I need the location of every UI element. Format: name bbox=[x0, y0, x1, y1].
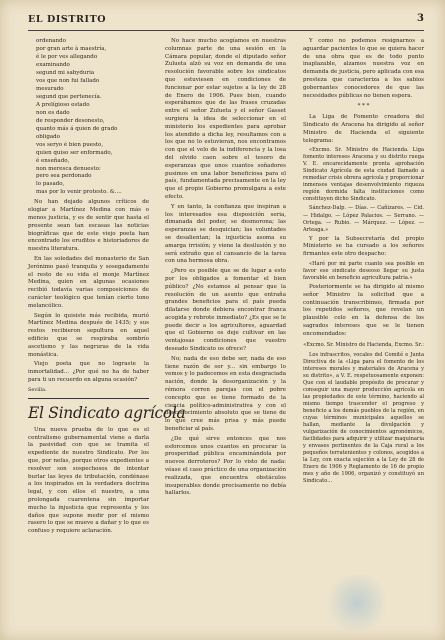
article-paragraph: Según lo quisiste más recibida, murió Martínez Medina después de 1435; y sus restos recibieron sepultura en aquel edificio que se respiraba sombrío ascetismo y las negruras de la vida monástica. bbox=[28, 312, 149, 358]
verse-line: vos que non fui fallado bbox=[36, 77, 100, 84]
ink-stain bbox=[322, 575, 392, 630]
telegram-signatories: Sánchez-Dalp. — Días. — Cañizares. — Cid. — Hidalgo. — López Palacios. — Serrano. — Ortega. — Rubio. — Márquez. — López. — Arteaga.» bbox=[303, 205, 424, 233]
column-2 bbox=[165, 38, 286, 500]
verse-line: por gran arte à maestría, bbox=[36, 45, 107, 52]
verse-line: A prelígioso estado bbox=[36, 101, 90, 108]
article-paragraph: La Liga de Fomento creadora del Sindicato de Aracena ha dirigido al señor Ministro de Hacienda el siguiente telegrama: bbox=[303, 114, 424, 144]
verse-line: segund mi sabyduria bbox=[36, 69, 95, 76]
verse-line: é le por ves allegando bbox=[36, 53, 98, 60]
section-stars: * * * bbox=[357, 103, 370, 110]
telegram-block bbox=[303, 147, 424, 233]
dispatch-block bbox=[303, 261, 424, 282]
verse-line: ordenando bbox=[36, 38, 66, 44]
article-paragraph: ¿De qué sirve entonces que nos esforcemos unos cuantos en procurar la prosperidad pública encaminándola por nuevos derroteros? Por lo visto de nada: véase el caso práctico de una organización realizada, que encuentra obstáculos insuperables donde precisamente no debía hallarlos. bbox=[165, 435, 286, 497]
verse-line: examinando bbox=[36, 61, 70, 68]
petition-block bbox=[303, 342, 424, 485]
verse-line: quanto más á quien de grado bbox=[36, 125, 118, 132]
article-paragraph: Y como no podemos resignarnos a aguardar pacientes lo que se quiera hacer de una obra que es de todo punto inaplazable, alzamos nuestra voz en demanda de justicia, pero aplicada con esa presteza que caracteriza a los sabios gobernantes conocedores de que las necesidades públicas no tienen espera. bbox=[303, 38, 424, 99]
dispatch-text: «Haré por mi parte cuanto sea posible en favor ese sindicato deseoso llegar su justa favorable en beneficio agricultura patria.» bbox=[303, 260, 424, 281]
article-paragraph: En las soledades del monasterio de San Jerónimo pasó tranquila y sosegadamente el resto de su vida el monje Martínez Medina, quien en algunas ocasiones recibió todavía varias composiciones de carácter teológico que tenían cierto tono melancólico. bbox=[28, 255, 149, 309]
verse-line: mesurado bbox=[36, 85, 64, 92]
verse-line: segund que pertenecía. bbox=[36, 93, 102, 100]
verse-line: lo pasado, bbox=[36, 181, 65, 188]
article-paragraph: No han dejado algunos críticos de elogiar a Martínez Medina con más o menos justicia, y es de sentir que hasta el presente sean tan escasas las noticias biográficas que de este viejo poeta han encontrado los eruditos e historiadores de nuestra literatura. bbox=[28, 199, 149, 253]
article-signature: Sevilla. bbox=[28, 386, 47, 393]
verse-line: non es dado bbox=[36, 109, 70, 116]
article-paragraph: No; nada de eso debe ser, nada de eso tiene razón de ser y... sin embargo lo vemos y lo padecemos en esta desgraciada nación, donde la desorganización y la rémora corren parejas con el pobre concepto que se tiene formado de la ciencia político-administrativa y con el desconocimiento absoluto que se tiene de lo que cree más prisa y más puede beneficiar al país. bbox=[165, 355, 286, 433]
verse-line: non meresca denuesto: bbox=[36, 165, 101, 172]
section-divider bbox=[28, 398, 149, 399]
article-paragraph: Una nueva prueba de lo que es el centralismo gubernamental viene a darla la pasividad con que se tramita el expediente de nuestro Sindicato. Por los que, por nefas, porque otros expedientes a resolver son sospechosos de intentar burlar las leyes de tributación, condénase a los inspirados en la verdadera doctrina legal, y con ellos el nuestro, a una prolongada cuarentena sin importar mucho la injusticia que representa y los daños que supone medir por el mismo rasero lo que se mueve a dañar y lo que es confuso y requiere aclaración. bbox=[28, 426, 149, 535]
section-heading: El Sindicato agrícola bbox=[28, 403, 186, 422]
article-paragraph: Viejo poeta que no lograste la inmortalidad... ¿Por qué no ha de haber para ti un recuerdo en alguna ocasión? bbox=[28, 361, 149, 383]
verse-line: de responder desonesto, bbox=[36, 117, 105, 124]
publication-title: EL DISTRITO bbox=[28, 14, 107, 25]
column-3 bbox=[303, 38, 424, 487]
article-paragraph: Y en tanto, la confianza que inspiran a los interesados esa disposición seria, dimanada del poder, se desmorona; las esperanzas se desquician; las voluntades se desalientan; la injusticia asoma su amarga irrisión; y viene la desilusión y no será extraño que el cansancio de la tarea con una hermosa obra. bbox=[165, 203, 286, 265]
telegram-text: «Excmo. Sr. Ministro de Hacienda. Liga fomento intereses Aracena y su distrito ruega V. E. encarecidamente pronta aprobación Sindicato Agrícola de esta ciudad llamado a remediar crisis obrera agrícola y proporcionar inmensos ventajas desenvolvimiento riqueza región dormida falta instituciones como constituyen dicho Sindicato. bbox=[303, 147, 424, 203]
column-1 bbox=[28, 38, 186, 538]
verse-line: é enseñado, bbox=[36, 157, 70, 164]
verse-line: pero sea perdonado bbox=[36, 173, 92, 180]
verse-line: mas por lo venir protesto. &.... bbox=[36, 189, 122, 196]
article-paragraph: Posteriormente se ha dirigido al mismo señor Ministro la solicitud que a continuación transcribimos, firmada por los repetidos señores, que revelan un plausible celo en la defensa de los sagrados intereses que se le tienen encomendados: bbox=[303, 283, 424, 337]
page-header bbox=[28, 12, 424, 31]
poem-verse bbox=[36, 38, 149, 197]
page-number: 3 bbox=[417, 13, 424, 24]
article-paragraph: No hace mucho acogíamos en nuestras columnas parte de una sesión en la Cámara popular, donde el diputado señor Zulueta alzó su voz en demanda de una resolución favorable sobre los sindicatos que estuviesen en condiciones de funcionar por estar sujetos a la ley de 28 de Enero de 1906. Pues bien, cuando esperábamos que de las frases cruzadas entre el señor Zulueta y el señor Gasset surgiera la idea de seleccionar en el ministerio los expedientes para aprobar los atendido a dicha ley, resultamos con a los que no lo estuvieran, nos encontramos con que el velo de la indiferencia y la losa del olvido caen sobre el tesoro de esperanzas que unos cuantos soñadores pusimos en una labor beneficiosa para el país, fundamentada precisamente en la ley que el propio Gobierno promulgara a este efecto. bbox=[165, 38, 286, 200]
petition-text: Los infrascritos, vocales del Comité e Junta Directiva de la «Liga para el fomento de los intereses morales y materiales de Aracena y su distrito», a V. E. respetuosamente exponen: Que con el laudable propósito de procurar y conseguir una mayor producción agrícola en las propiedades de este término, haciendo al mismo tiempo trascender el progreso y beneficio a los demás pueblos de la región, en cuyas términos municipales aquellos se hallan, mediante la divulgación y vulgarización de conocimientos agronómicos, facilidades para adquirir y utilizar maquinaria y envases pertinentes de la Caja rural a los pequeños terratenientes y colonos, acogidos a la Ley, con exacta sujeción a la Ley de 28 de Enero de 1906 y Reglamento de 16 de propio mes y año de 1906, organizó y constituyó un Sindicato... bbox=[303, 351, 424, 484]
verse-line: obligado bbox=[36, 133, 60, 140]
petition-salutation: «Excmo. Sr. Ministro de Hacienda, Excmo. Sr.: bbox=[303, 341, 424, 348]
article-paragraph: Y por la Subsecretaría del propio Ministerio se ha cursado a los señores firmantes este otro despacho: bbox=[303, 235, 424, 258]
verse-line: quien quiso ser enformado, bbox=[36, 149, 113, 156]
article-paragraph: ¿Pero es posible que se de lugar a esto por los obligados a fomentar el bien público? ¿No estamos al pensar que la resolución de un asunto que entraña grandes beneficios para el país pueda dilatarse donde debiera encontrar franca acogida y rebrote inmediato? ¿Es que se le puede decir a los agricultores, aguardad que el Gobierno os deje cultivar en las ventajosas condiciones que vuestro deseado Sindicato os ofrece? bbox=[165, 268, 286, 353]
verse-line: vos seryo é bien puesto, bbox=[36, 141, 104, 148]
